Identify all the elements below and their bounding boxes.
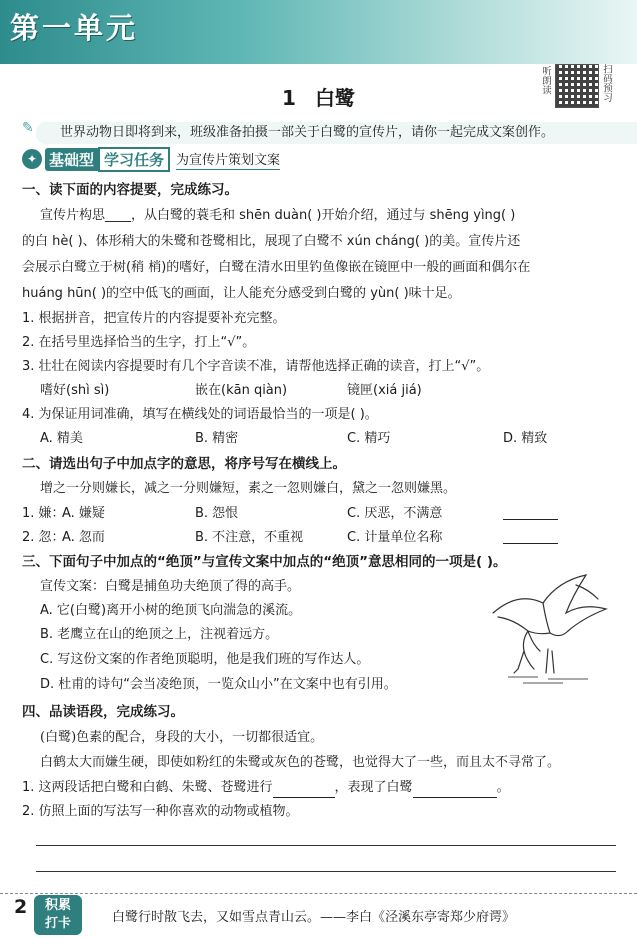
question-4-1: [22, 779, 510, 798]
pinyin-choice[interactable]: 嗜好(shì sì): [40, 383, 110, 398]
section1-para-line: 宣传片构思____，从白鹭的蓑毛和 shēn duàn( )开始介绍，通过与 shēng yìng( ): [40, 208, 516, 223]
option[interactable]: C. 厌恶，不满意: [347, 506, 443, 521]
option[interactable]: B. 精密: [195, 431, 239, 446]
writing-line[interactable]: [36, 871, 616, 872]
section2-row-label: 2. 忽：: [22, 530, 65, 545]
qr-code-icon[interactable]: [555, 64, 599, 108]
option[interactable]: A. 精美: [40, 431, 83, 446]
page-number: 2: [14, 896, 28, 918]
badge-top: 积累: [44, 898, 71, 913]
section4-heading: 四、品读语段，完成练习。: [22, 704, 184, 720]
option[interactable]: B. 不注意，不重视: [195, 530, 304, 545]
task-name: 学习任务: [98, 147, 170, 172]
option[interactable]: B. 老鹰立在山的绝顶之上，注视着远方。: [40, 627, 279, 642]
section1-para-line: 的白 hè( )、体形稍大的朱鹭和苍鹭相比，展现了白鹭不 xún cháng( )的美。宣传片还: [22, 234, 521, 249]
bird-icon: ✎: [22, 120, 34, 136]
section1-heading: 一、读下面的内容提要，完成练习。: [22, 182, 238, 198]
question-1-1: 1. 根据拼音，把宣传片的内容提要补充完整。: [22, 311, 286, 326]
option[interactable]: A. 它(白鹭)离开小树的绝顶飞向湍急的溪流。: [40, 603, 302, 618]
question-4-1-part: 。: [496, 780, 510, 795]
section1-para-line: huáng hūn( )的空中低飞的画面，让人能充分感受到白鹭的 yùn( )味十足。: [22, 286, 461, 301]
question-4-2: 2. 仿照上面的写法写一种你喜欢的动物或植物。: [22, 804, 299, 819]
answer-blank[interactable]: [503, 543, 558, 544]
section2-heading: 二、请选出句子中加点字的意思，将序号写在横线上。: [22, 456, 346, 472]
task-header: [22, 148, 280, 170]
reading-paragraph: 白鹤太大而嫌生硬，即使如粉红的朱鹭或灰色的苍鹭，也觉得大了一些，而且太不寻常了。: [40, 755, 561, 770]
option[interactable]: C. 写这份文案的作者绝顶聪明，他是我们班的写作达人。: [40, 652, 370, 667]
option[interactable]: B. 怨恨: [195, 506, 239, 521]
answer-blank[interactable]: [503, 519, 558, 520]
option[interactable]: D. 杜甫的诗句“会当凌绝顶，一览众山小”在文案中也有引用。: [40, 677, 397, 692]
question-1-3: 3. 壮壮在阅读内容提要时有几个字音读不准，请帮他选择正确的读音，打上“√”。: [22, 359, 490, 374]
section3-copy: 宣传文案：白鹭是捕鱼功夫绝顶了得的高手。: [40, 579, 301, 594]
option[interactable]: D. 精致: [503, 431, 548, 446]
option[interactable]: A. 嫌疑: [62, 506, 105, 521]
egret-illustration: [488, 573, 613, 688]
section2-row-label: 1. 嫌：: [22, 506, 65, 521]
lesson-name: 白鹭: [314, 86, 355, 110]
option[interactable]: C. 精巧: [347, 431, 391, 446]
reading-paragraph: (白鹭)色素的配合，身段的大小，一切都很适宜。: [40, 730, 324, 745]
option[interactable]: C. 计量单位名称: [347, 530, 443, 545]
question-1-2: 2. 在括号里选择恰当的生字，打上“√”。: [22, 335, 256, 350]
pinyin-choice[interactable]: 镜匣(xiá jiá): [347, 383, 422, 398]
accumulate-badge: [34, 895, 82, 935]
badge-bottom: 打卡: [44, 916, 71, 931]
qr-right-label: 扫码预习: [601, 64, 612, 102]
unit-title: 第一单元: [10, 11, 139, 45]
footer-divider: [0, 893, 637, 894]
lightbulb-icon: ✦: [22, 149, 42, 169]
answer-blank[interactable]: [413, 779, 497, 798]
writing-line[interactable]: [36, 845, 616, 846]
section3-heading: 三、下面句子中加点的“绝顶”与宣传文案中加点的“绝顶”意思相同的一项是( )。: [22, 554, 507, 570]
task-desc: 为宣传片策划文案: [176, 149, 280, 170]
question-4-1-part: 1. 这两段话把白鹭和白鹤、朱鹭、苍鹭进行: [22, 780, 273, 795]
lesson-number: 1: [282, 86, 296, 110]
pinyin-choice[interactable]: 嵌在(kān qiàn): [195, 383, 288, 398]
footer-quote: 白鹭行时散飞去，又如雪点青山云。——李白《泾溪东亭寄郑少府谔》: [112, 910, 516, 925]
option[interactable]: A. 忽而: [62, 530, 105, 545]
question-1-4: 4. 为保证用词准确，填写在横线处的词语最恰当的一项是( )。: [22, 407, 378, 422]
answer-blank[interactable]: [273, 779, 335, 798]
intro-text: 世界动物日即将到来，班级准备拍摄一部关于白鹭的宣传片，请你一起完成文案创作。: [36, 122, 637, 144]
section2-sentence: 增之一分则嫌长，减之一分则嫌短，素之一忽则嫌白，黛之一忽则嫌黑。: [40, 481, 457, 496]
section1-para-line: 会展示白鹭立于树(稍 梢)的嗜好，白鹭在清水田里钓鱼像嵌在镜匣中一般的画面和偶尔在: [22, 260, 531, 275]
question-4-1-part: ，表现了白鹭: [334, 780, 413, 795]
qr-left-label: 听朗读: [540, 66, 551, 95]
task-type: 基础型: [45, 148, 98, 171]
